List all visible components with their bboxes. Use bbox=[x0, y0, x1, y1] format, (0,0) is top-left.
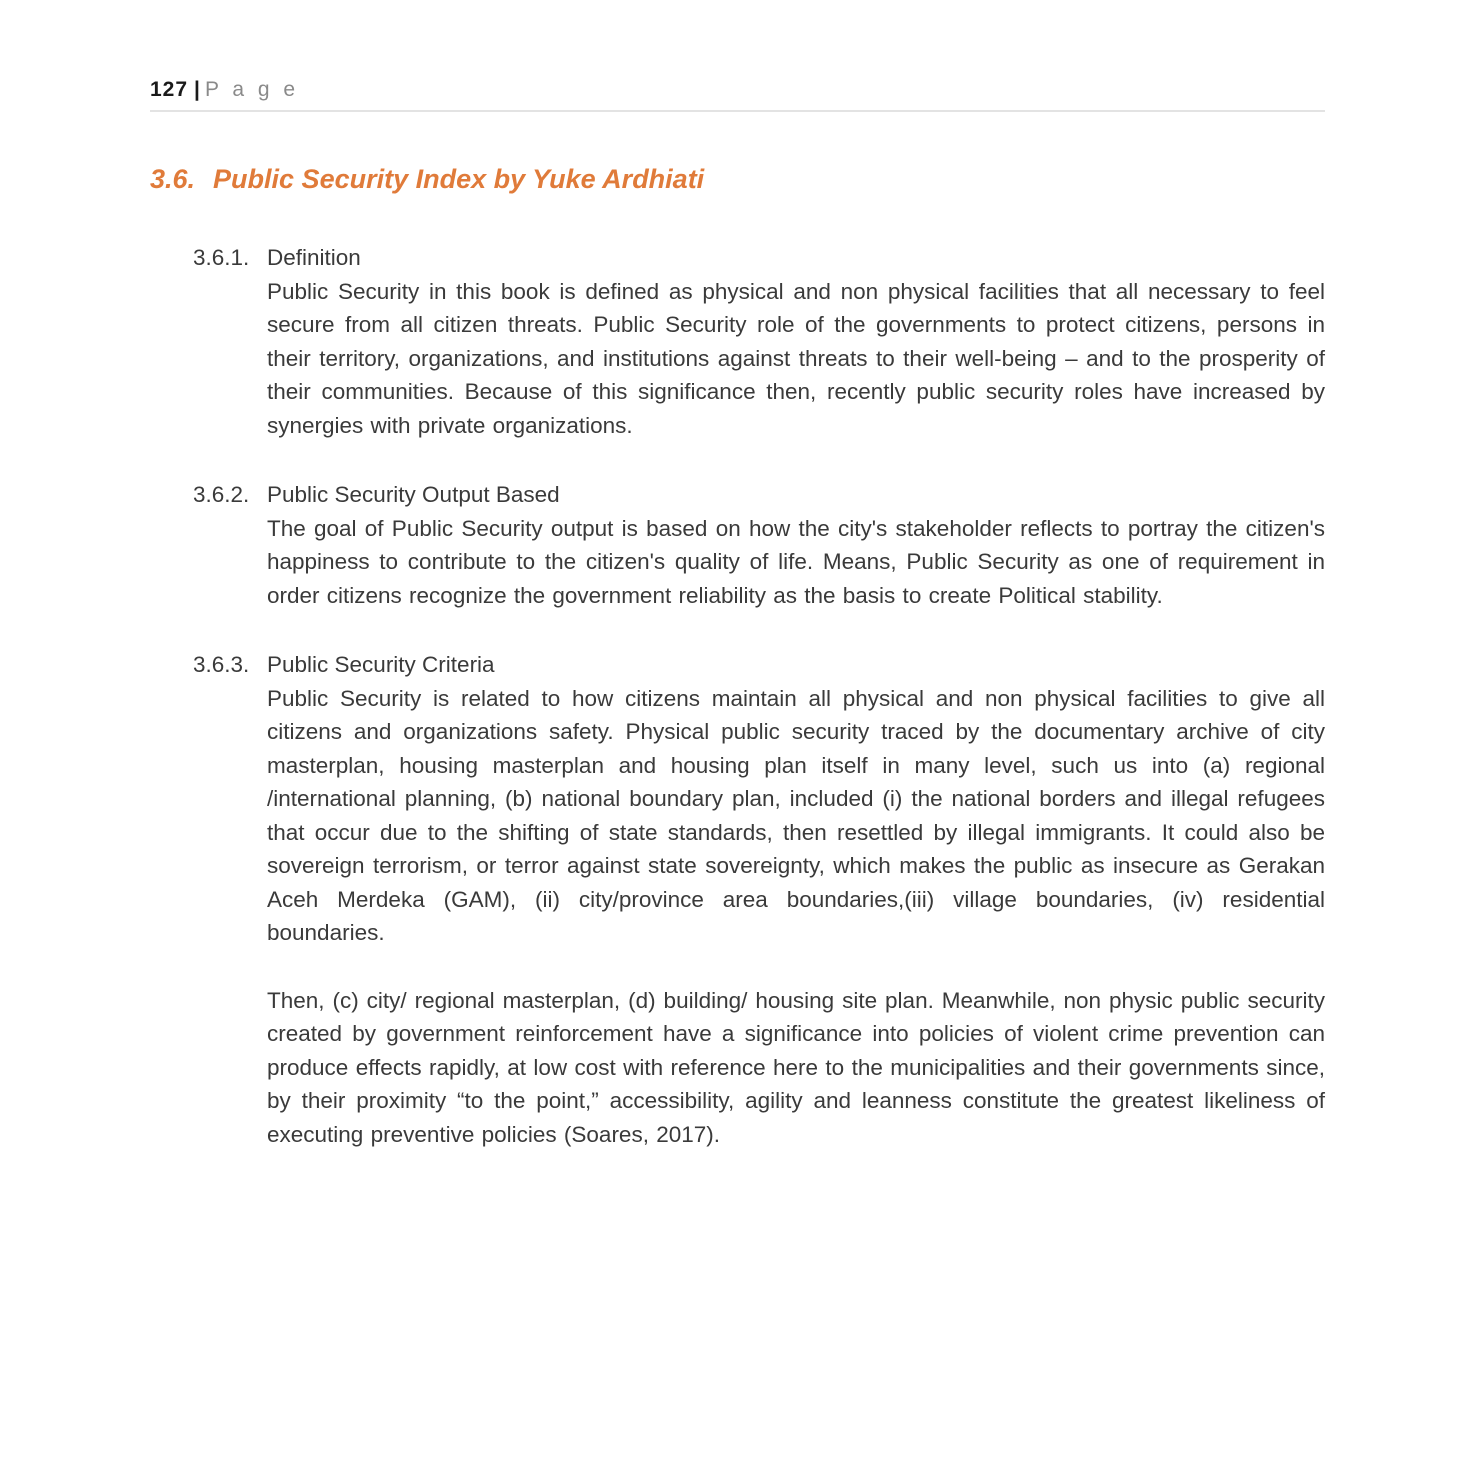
section-number: 3.6. bbox=[150, 164, 196, 194]
paragraph: Then, (c) city/ regional masterplan, (d) building/ housing site plan. Meanwhile, non physic public security created by government reinforcement have a significance into policies of violent crime prevention can produce effects rapidly, at low cost with reference here to the municipalities and their governments since, by their proximity “to the point,” accessibility, agility and leanness constitute the greatest likeliness of executing preventive policies (Soares, 2017). bbox=[267, 987, 1325, 1147]
subsection-title: Public Security Criteria bbox=[267, 652, 495, 677]
header-separator: | bbox=[194, 78, 201, 101]
subsection-number: 3.6.2. bbox=[193, 482, 250, 507]
page-number: 127 bbox=[150, 78, 189, 101]
page-label: P a g e bbox=[204, 78, 300, 101]
section-title: Public Security Index by Yuke Ardhiati bbox=[213, 164, 705, 194]
paragraph: Public Security is related to how citizens maintain all physical and non physical facilities to give all citizens and organizations safety. Physical public security traced by the documentary archive of city masterplan, housing masterplan and housing plan itself in many level, such us into (a) regional /international planning, (b) national boundary plan, included (i) the national borders and illegal refugees that occur due to the shifting of state standards, then resettled by illegal immigrants. It could also be sovereign terrorism, or terror against state sovereignty, which makes the public as insecure as Gerakan Aceh Merdeka (GAM), (ii) city/province area boundaries,(iii) village boundaries, (iv) residential boundaries. bbox=[267, 685, 1325, 945]
subsection-title: Public Security Output Based bbox=[267, 482, 560, 507]
paragraph: The goal of Public Security output is based on how the city's stakeholder reflects to portray the citizen's happiness to contribute to the citizen's quality of life. Means, Public Security as one of requirement in order citizens recognize the government reliability as the basis to create Political stability. bbox=[267, 515, 1325, 608]
page-header bbox=[150, 78, 1325, 112]
subsection-number: 3.6.3. bbox=[193, 652, 250, 677]
subsection-output-based bbox=[150, 478, 1325, 612]
subsections-container bbox=[150, 241, 1325, 1151]
section-heading bbox=[150, 164, 1325, 195]
subsection-criteria bbox=[150, 648, 1325, 1151]
paragraph: Public Security in this book is defined as physical and non physical facilities that all necessary to feel secure from all citizen threats. Public Security role of the governments to protect citizens, persons in their territory, organizations, and institutions against threats to their well-being – and to the prosperity of their communities. Because of this significance then, recently public security roles have increased by synergies with private organizations. bbox=[267, 278, 1325, 438]
subsection-title: Definition bbox=[267, 245, 361, 270]
subsection-definition bbox=[150, 241, 1325, 442]
subsection-number: 3.6.1. bbox=[193, 245, 250, 270]
